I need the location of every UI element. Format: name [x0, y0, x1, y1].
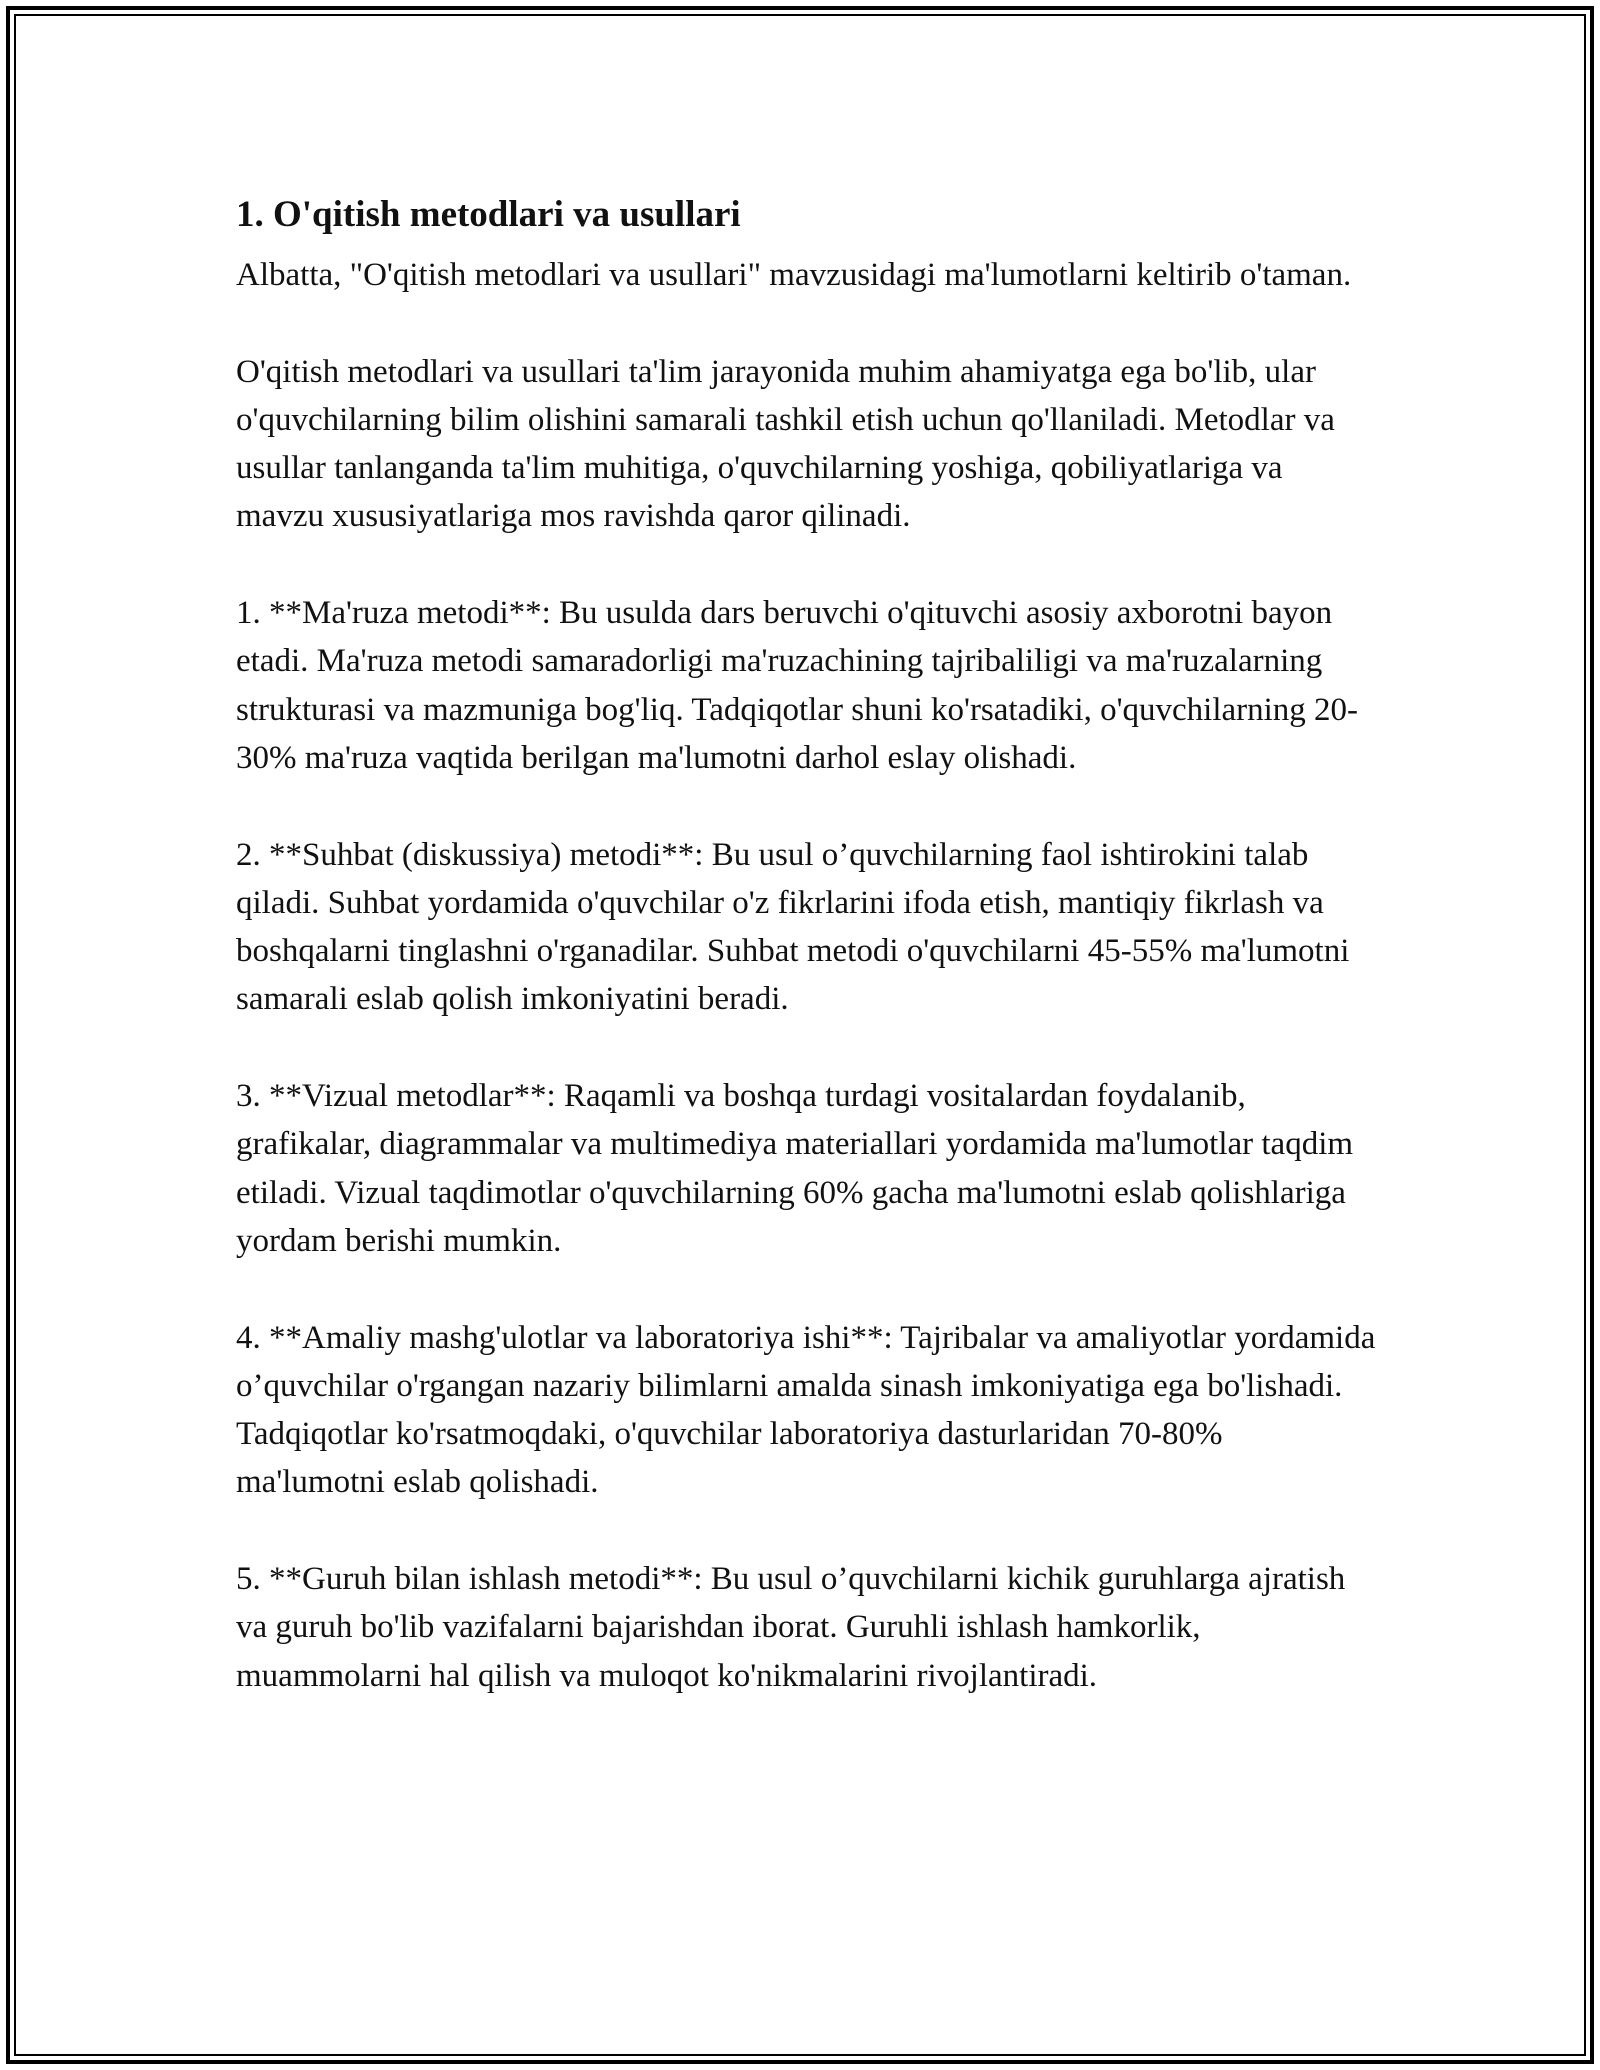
- paragraph-gap: [236, 1265, 1376, 1313]
- paragraph-gap: [236, 299, 1376, 347]
- method-group-paragraph: 5. **Guruh bilan ishlash metodi**: Bu usul o’quvchilarni kichik guruhlarga ajratish va guruh bo'lib vazifalarni bajarishdan iborat. Guruhli ishlash hamkorlik, muammolarni hal qilish va muloqot ko'nikmalarini rivojlantiradi.: [236, 1561, 1346, 1694]
- paragraph-gap: [236, 782, 1376, 830]
- section-heading: 1. O'qitish metodlari va usullari: [236, 194, 741, 235]
- document-body: [236, 185, 1376, 1700]
- paragraph-gap: [236, 1507, 1376, 1555]
- method-discussion-paragraph: 2. **Suhbat (diskussiya) metodi**: Bu usul o’quvchilarning faol ishtirokini talab qiladi. Suhbat yordamida o'quvchilar o'z fikrlarini ifoda etish, mantiqiy fikrlash va boshqalarni tinglashni o'rganadilar. Suhbat metodi o'quvchilarni 45-55% ma'lumotni samarali eslab qolish imkoniyatini beradi.: [236, 836, 1350, 1018]
- paragraph-gap: [236, 541, 1376, 589]
- overview-paragraph: O'qitish metodlari va usullari ta'lim jarayonida muhim ahamiyatga ega bo'lib, ular o'quvchilarning bilim olishini samarali tashkil etish uchun qo'llaniladi. Metodlar va usullar tanlanganda ta'lim muhitiga, o'quvchilarning yoshiga, qobiliyatlariga va mavzu xususiyatlariga mos ravishda qaror qilinadi.: [236, 353, 1335, 535]
- method-visual-paragraph: 3. **Vizual metodlar**: Raqamli va boshqa turdagi vositalardan foydalanib, grafikalar, diagrammalar va multimediya materiallari yordamida ma'lumotlar taqdim etiladi. Vizual taqdimotlar o'quvchilarning 60% gacha ma'lumotni eslab qolishlariga yordam berishi mumkin.: [236, 1078, 1354, 1259]
- paragraph-gap: [236, 1024, 1376, 1072]
- method-lecture-paragraph: 1. **Ma'ruza metodi**: Bu usulda dars beruvchi o'qituvchi asosiy axborotni bayon etadi. Ma'ruza metodi samaradorligi ma'ruzachining tajribaliligi va ma'ruzalarning strukturasi va mazmuniga bog'liq. Tadqiqotlar shuni ko'rsatadiki, o'quvchilarning 20-30% ma'ruza vaqtida berilgan ma'lumotni darhol eslay olishadi.: [236, 595, 1359, 776]
- intro-paragraph: Albatta, "O'qitish metodlari va usullari" mavzusidagi ma'lumotlarni keltirib o'taman.: [236, 257, 1352, 293]
- method-practical-paragraph: 4. **Amaliy mashg'ulotlar va laboratoriya ishi**: Tajribalar va amaliyotlar yordamida o’quvchilar o'rgangan nazariy bilimlarni amalda sinash imkoniyatiga ega bo'lishadi. Tadqiqotlar ko'rsatmoqdaki, o'quvchilar laboratoriya dasturlaridan 70-80% ma'lumotni eslab qolishadi.: [236, 1319, 1376, 1501]
